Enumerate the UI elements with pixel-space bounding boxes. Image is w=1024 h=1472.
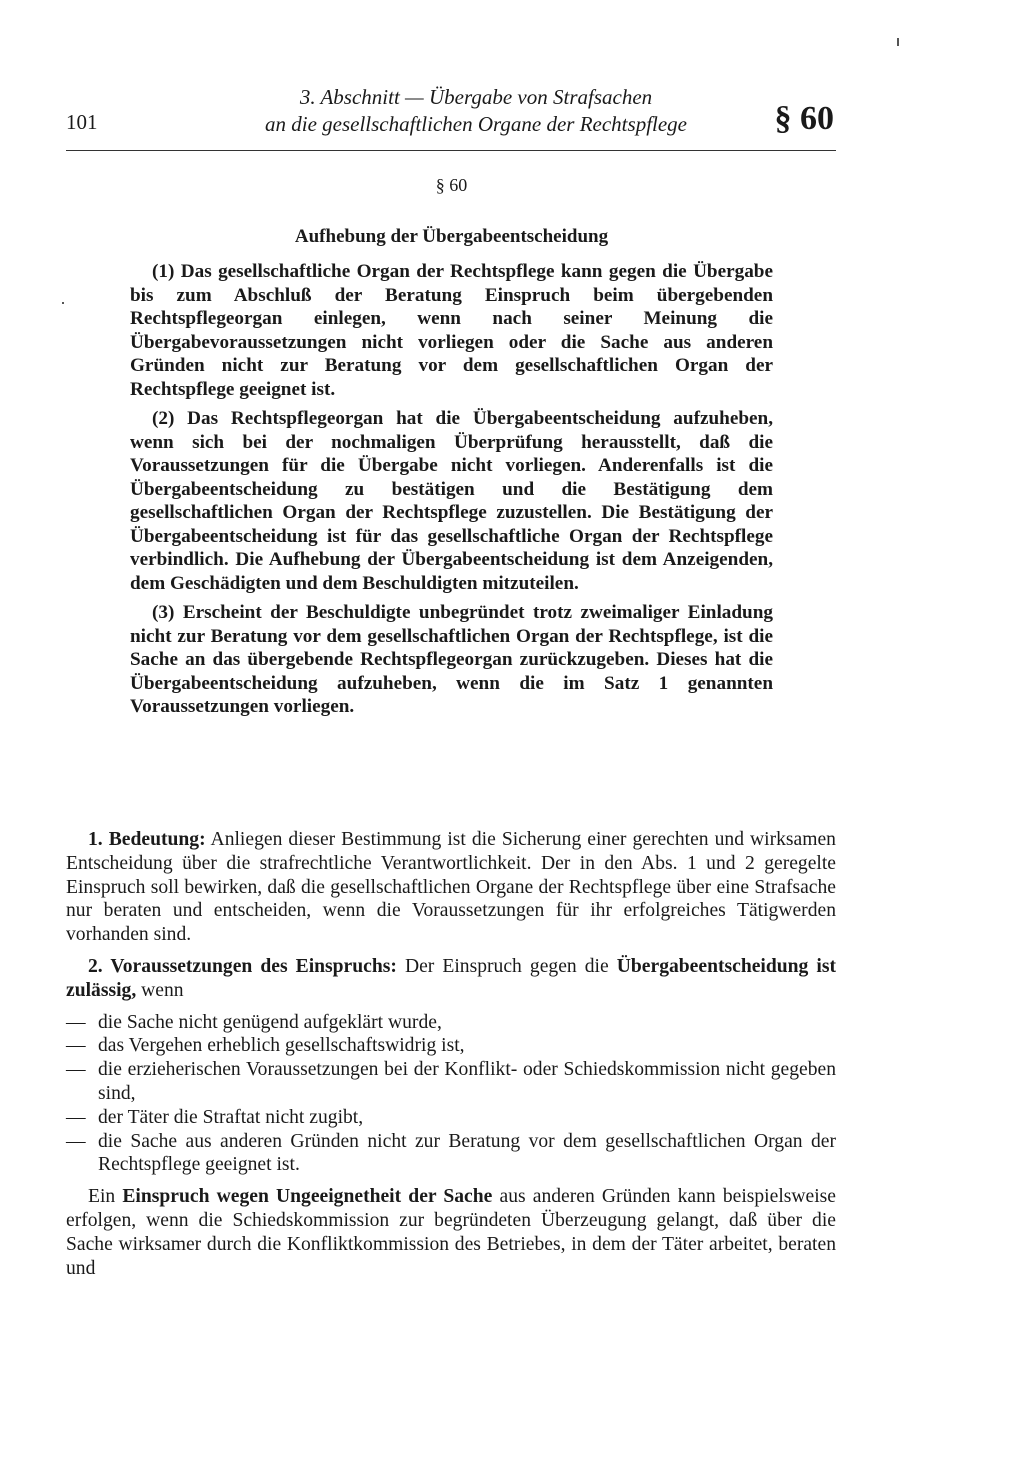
page-number: 101 (66, 110, 98, 134)
list-item (66, 1034, 836, 1058)
law-paragraph-2: (2) Das Rechtspflegeorgan hat die Übergabeentscheidung aufzuheben, wenn sich bei der nochmaligen Überprüfung herausstellt, daß die Voraussetzungen für die Übergabe nicht vorliegen. Anderenfalls ist die Übergabeentscheidung zu bestätigen und die Bestätigung dem gesellschaftlichen Organ der Rechtspflege zuzustellen. Die Bestätigung der Übergabeentscheidung ist für das gesellschaftliche Organ der Rechtspflege verbindlich. Die Aufhebung der Übergabeentscheidung ist dem Anzeigenden, dem Geschädigten und dem Beschuldigten mitzuteilen. (130, 408, 773, 594)
list-item-text: das Vergehen erheblich gesellschaftswidrig ist, (98, 1035, 465, 1057)
list-item-text: die erzieherischen Voraussetzungen bei der Konflikt- oder Schiedskommission nicht gegeben sind, (98, 1059, 836, 1104)
para-3-text-2: aus anderen Gründen kann beispielsweise erfolgen, wenn die Schiedskommission zur begründeten Überzeugung gelangt, daß über die Sache wirksamer durch die Konfliktkommission des Betriebes, in dem der Täter arbeitet, beraten und (66, 1186, 837, 1279)
commentary (66, 828, 836, 1288)
section-mark: § 60 (774, 100, 834, 137)
commentary-note-1 (66, 828, 836, 947)
law-text (130, 175, 773, 725)
note-1-text: Anliegen dieser Bestimmung ist die Sicherung einer gerechten und wirksamen Entscheidung über die strafrechtliche Verantwortlichkeit. Der in den Abs. 1 und 2 geregelte Einspruch soll bewirken, daß die gesellschaftlichen Organe der Rechtspflege über eine Strafsache nur beraten und entscheiden, wenn die Voraussetzungen für ihr erfolgreiches Tätigwerden vorhanden sind. (66, 829, 836, 946)
list-item-text: die Sache nicht genügend aufgeklärt wurde, (98, 1011, 442, 1033)
header-rule (66, 150, 836, 151)
commentary-paragraph-3 (66, 1185, 836, 1280)
note-2-label: 2. Voraussetzungen des Einspruchs: (88, 955, 397, 977)
commentary-note-2 (66, 955, 836, 1003)
dash-marker: — (66, 1059, 86, 1081)
dash-marker: — (66, 1035, 86, 1057)
law-paragraph-3: (3) Erscheint der Beschuldigte unbegründet trotz zweimaliger Einladung nicht zur Beratung vor dem gesellschaftlichen Organ der Rechtspflege, ist die Sache an das übergebende Rechtspflegeorgan zurückzugeben. Dieses hat die Übergabeentscheidung aufzuheben, wenn die im Satz 1 genannten Voraussetzungen vorliegen. (130, 602, 773, 717)
conditions-list (66, 1011, 836, 1178)
running-head-line-1: 3. Abschnitt — Übergabe von Strafsachen (299, 85, 653, 109)
list-item (66, 1058, 836, 1106)
dash-marker: — (66, 1011, 86, 1033)
page-header (66, 82, 836, 154)
scan-speck (897, 38, 899, 46)
list-item (66, 1011, 836, 1035)
note-2-text-1: Der Einspruch gegen die (396, 955, 617, 977)
note-2-text-2: wenn (136, 979, 184, 1001)
list-item-text: der Täter die Straftat nicht zugibt, (98, 1106, 364, 1128)
law-title: Aufhebung der Übergabeentscheidung (294, 226, 609, 247)
list-item (66, 1130, 836, 1178)
para-3-bold: Einspruch wegen Ungeeignetheit der Sache (122, 1186, 493, 1208)
list-item-text: die Sache aus anderen Gründen nicht zur Beratung vor dem gesellschaftlichen Organ der Rechtspflege geeignet ist. (98, 1130, 836, 1176)
law-paragraph-1: (1) Das gesellschaftliche Organ der Rechtspflege kann gegen die Übergabe bis zum Abschluß der Beratung Einspruch beim übergebenden Rechtspflegeorgan einlegen, wenn nach seiner Meinung die Übergabevoraussetzungen nicht vorliegen oder die Sache aus anderen Gründen nicht zur Beratung vor dem gesellschaftlichen Organ der Rechtspflege geeignet ist. (130, 261, 773, 400)
note-2-bold: Übergabeentscheidung ist zulässig, (66, 955, 836, 1001)
list-item (66, 1106, 836, 1130)
law-paragraph-number: § 60 (435, 175, 468, 195)
note-1-label: 1. Bedeutung: (88, 829, 206, 850)
running-head-line-2: an die gesellschaftlichen Organe der Rechtspflege (264, 112, 688, 136)
scan-speck (62, 302, 64, 304)
dash-marker: — (66, 1130, 86, 1152)
dash-marker: — (66, 1106, 86, 1128)
running-head (196, 84, 756, 138)
para-3-text-1: Ein (88, 1186, 123, 1208)
